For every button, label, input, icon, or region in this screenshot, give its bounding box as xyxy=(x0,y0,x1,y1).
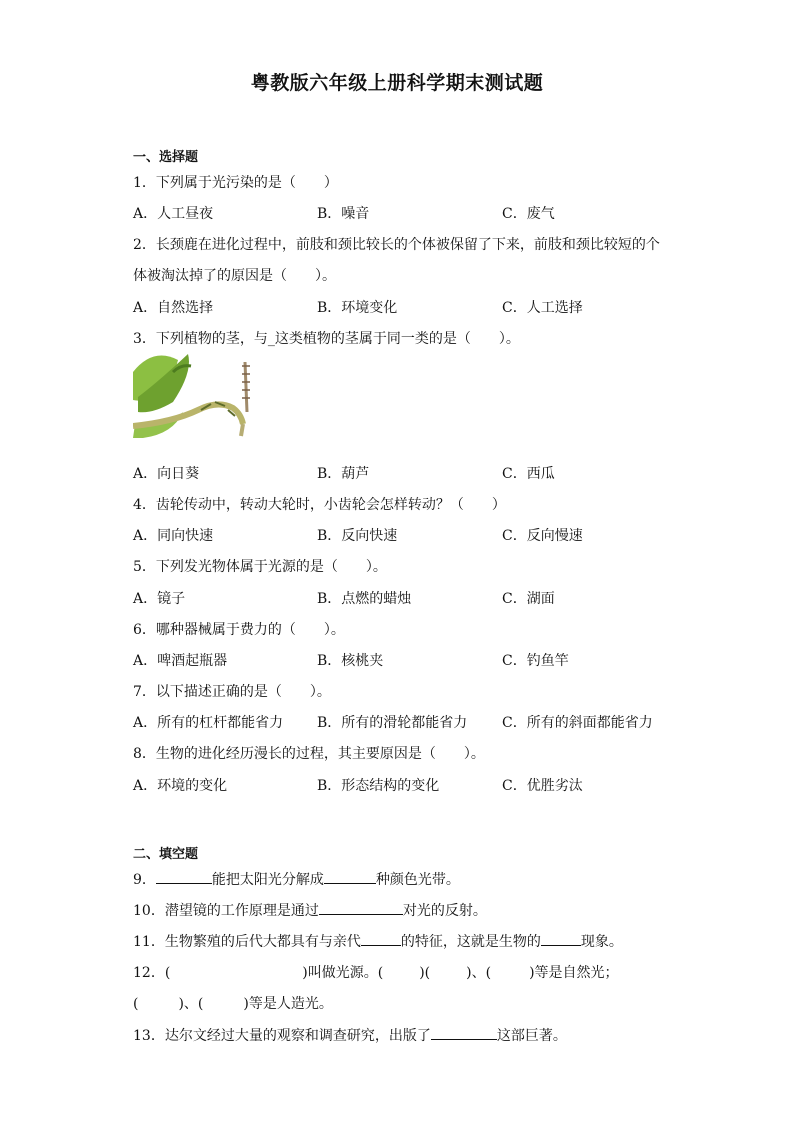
q11-text-1: 11．生物繁殖的后代大都具有与亲代 xyxy=(133,934,361,950)
q3-option-c: C．西瓜 xyxy=(502,466,555,482)
q1-option-b: B．噪音 xyxy=(317,206,370,222)
question-6: 6．哪种器械属于费力的（ ）。 xyxy=(133,622,345,638)
q12-text-6: ( xyxy=(133,996,139,1012)
q2-option-a: A．自然选择 xyxy=(133,300,214,316)
q6-option-c: C．钓鱼竿 xyxy=(502,653,569,669)
question-5: 5．下列发光物体属于光源的是（ ）。 xyxy=(133,559,387,575)
q3-option-a: A．向日葵 xyxy=(133,466,200,482)
question-1: 1．下列属于光污染的是（ ） xyxy=(133,175,338,191)
q9-text-2: 种颜色光带。 xyxy=(375,872,460,888)
q11-blank-2[interactable] xyxy=(541,931,581,946)
question-4: 4．齿轮传动中，转动大轮时，小齿轮会怎样转动？（ ） xyxy=(133,497,506,513)
plant-stem-image xyxy=(133,352,265,438)
q8-option-a: A．环境的变化 xyxy=(133,778,228,794)
q13-blank-1[interactable] xyxy=(431,1025,497,1040)
q9-text-1: 能把太阳光分解成 xyxy=(211,872,324,888)
q8-option-c: C．优胜劣汰 xyxy=(502,778,583,794)
question-2-line-1: 2．长颈鹿在进化过程中，前肢和颈比较长的个体被保留了下来，前肢和颈比较短的个 xyxy=(133,237,660,253)
q4-option-b: B．反向快速 xyxy=(317,528,398,544)
q1-option-c: C．废气 xyxy=(502,206,555,222)
q7-option-b: B．所有的滑轮都能省力 xyxy=(317,715,468,731)
q13-text-1: 13．达尔文经过大量的观察和调查研究，出版了 xyxy=(133,1028,431,1044)
page-title: 粤教版六年级上册科学期末测试题 xyxy=(250,72,544,94)
question-8: 8．生物的进化经历漫长的过程，其主要原因是（ ）。 xyxy=(133,746,485,762)
q13-text-2: 这部巨著。 xyxy=(496,1028,567,1044)
q9-number: 9． xyxy=(133,872,156,888)
q12-text-8: )等是人造光。 xyxy=(243,996,333,1012)
q5-option-b: B．点燃的蜡烛 xyxy=(317,591,412,607)
q3-option-b: B．葫芦 xyxy=(317,466,370,482)
section-heading-choice: 一、选择题 xyxy=(133,150,199,165)
q12-text-3: )( xyxy=(419,965,431,981)
q4-option-a: A．同向快速 xyxy=(133,528,214,544)
q5-option-c: C．湖面 xyxy=(502,591,555,607)
q7-option-a: A．所有的杠杆都能省力 xyxy=(133,715,284,731)
q12-text-5: )等是自然光； xyxy=(529,965,619,981)
q6-option-a: A．啤酒起瓶器 xyxy=(133,653,228,669)
q10-blank-1[interactable] xyxy=(319,900,403,915)
q9-blank-2[interactable] xyxy=(324,869,376,884)
question-11 xyxy=(133,931,623,951)
q7-option-c: C．所有的斜面都能省力 xyxy=(502,715,653,731)
q10-text-1: 10．潜望镜的工作原理是通过 xyxy=(133,903,319,919)
q2-option-c: C．人工选择 xyxy=(502,300,583,316)
q12-text-4: )、( xyxy=(466,965,492,981)
q11-text-3: 现象。 xyxy=(580,934,623,950)
q10-text-2: 对光的反射。 xyxy=(402,903,487,919)
section-heading-fill-blank: 二、填空题 xyxy=(133,847,199,862)
q1-option-a: A．人工昼夜 xyxy=(133,206,214,222)
question-13 xyxy=(133,1025,567,1045)
question-12-line-2 xyxy=(133,993,333,1013)
question-10 xyxy=(133,900,487,920)
q6-option-b: B．核桃夹 xyxy=(317,653,384,669)
q11-blank-1[interactable] xyxy=(361,931,401,946)
question-12-line-1 xyxy=(133,962,619,982)
q2-option-b: B．环境变化 xyxy=(317,300,398,316)
q12-text-7: )、( xyxy=(178,996,204,1012)
question-3: 3．下列植物的茎，与_这类植物的茎属于同一类的是（ ）。 xyxy=(133,331,520,347)
q9-blank-1[interactable] xyxy=(156,869,212,884)
question-2-line-2: 体被淘汰掉了的原因是（ ）。 xyxy=(133,268,336,284)
q5-option-a: A．镜子 xyxy=(133,591,186,607)
question-9 xyxy=(133,869,460,889)
q12-text-2: )叫做光源。( xyxy=(302,965,384,981)
q11-text-2: 的特征，这就是生物的 xyxy=(400,934,541,950)
question-7: 7．以下描述正确的是（ ）。 xyxy=(133,684,331,700)
q4-option-c: C．反向慢速 xyxy=(502,528,583,544)
q8-option-b: B．形态结构的变化 xyxy=(317,778,440,794)
q12-text-1: 12．( xyxy=(133,965,171,981)
